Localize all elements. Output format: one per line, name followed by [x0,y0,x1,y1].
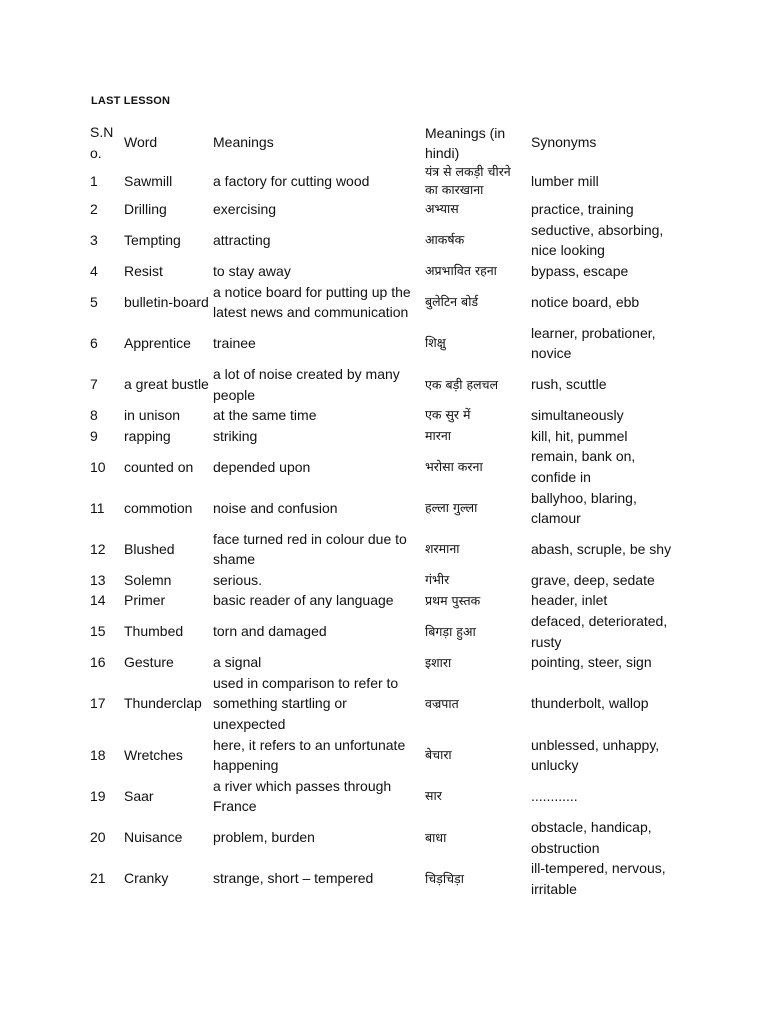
cell-sno: 4 [90,262,98,279]
cell-sno: 2 [90,201,98,218]
cell-synonyms: pointing, steer, sign [531,654,652,671]
cell-sno: 18 [90,746,106,763]
table-row [88,858,684,899]
cell-meaning: depended upon [213,458,311,475]
header-synonyms: Synonyms [531,134,597,151]
cell-synonyms: lumber mill [531,172,599,189]
cell-hindi-meaning: हल्ला गुल्ला [425,500,478,516]
cell-hindi-meaning: सार [425,788,442,804]
cell-hindi-meaning: यंत्र से लकड़ी चीरने का कारखाना [425,164,511,198]
table-row [88,426,684,447]
table-header-row [88,122,684,163]
cell-synonyms: ballyhoo, blaring, clamour [531,489,637,527]
cell-meaning: at the same time [213,407,317,424]
header-meanings-hindi: Meanings (in hindi) [425,124,506,161]
cell-synonyms: ill-tempered, nervous, irritable [531,860,666,897]
cell-meaning: striking [213,427,258,444]
page-title: LAST LESSON [91,95,171,107]
cell-sno: 13 [90,571,106,588]
cell-hindi-meaning: मारना [425,428,452,444]
cell-sno: 16 [90,654,106,671]
cell-sno: 9 [90,427,98,444]
cell-hindi-meaning: वज्रपात [425,695,459,711]
cell-meaning: face turned red in colour due to shame [213,530,407,568]
cell-meaning: trainee [213,335,256,352]
cell-hindi-meaning: शिक्षु [425,335,446,351]
cell-meaning: problem, burden [213,829,315,846]
cell-word: rapping [124,427,171,444]
cell-hindi-meaning: अभ्यास [425,201,459,217]
header-word: Word [124,134,158,151]
table-row [88,323,684,364]
table-row [88,199,684,220]
cell-word: Wretches [124,746,183,763]
cell-word: counted on [124,458,194,475]
cell-hindi-meaning: एक सुर में [425,407,471,423]
cell-sno: 5 [90,293,98,310]
header-meanings: Meanings [213,134,274,151]
header-sno: S.No. [90,124,114,161]
table-row [88,220,684,261]
cell-meaning: here, it refers to an unfortunate happening [213,736,406,774]
cell-synonyms: abash, scruple, be shy [531,540,672,557]
cell-sno: 17 [90,695,106,712]
table-row [88,261,684,282]
table-row [88,817,684,858]
table-row [88,163,684,199]
cell-sno: 11 [90,499,105,516]
cell-sno: 10 [90,458,106,475]
cell-hindi-meaning: अप्रभावित रहना [425,263,497,279]
cell-word: Blushed [124,540,175,557]
cell-word: Cranky [124,870,169,887]
cell-hindi-meaning: शरमाना [425,541,460,557]
cell-sno: 19 [90,788,106,805]
table-row [88,776,684,817]
cell-meaning: a factory for cutting wood [213,172,370,189]
table-row [88,652,684,673]
cell-hindi-meaning: बुलेटिन बोर्ड [425,294,479,310]
cell-meaning: a lot of noise created by many people [213,365,400,403]
table-row [88,570,684,591]
cell-word: in unison [124,407,181,424]
cell-synonyms: practice, training [531,201,634,218]
cell-sno: 3 [90,232,98,249]
cell-meaning: serious. [213,571,263,588]
cell-word: Primer [124,592,166,609]
cell-meaning: torn and damaged [213,623,327,640]
cell-word: a great bustle [124,376,209,393]
cell-synonyms: seductive, absorbing, nice looking [531,221,664,259]
table-row [88,364,684,405]
cell-synonyms: notice board, ebb [531,293,640,310]
cell-synonyms: unblessed, unhappy, unlucky [531,736,660,774]
cell-word: Nuisance [124,829,183,846]
cell-synonyms: rush, scuttle [531,376,607,393]
table-row [88,611,684,652]
cell-sno: 15 [90,623,106,640]
table-row [88,735,684,776]
cell-meaning: used in comparison to refer to something startling or unexpected [213,674,399,733]
table-row [88,673,684,735]
cell-synonyms: bypass, escape [531,262,629,279]
cell-meaning: strange, short – tempered [213,870,374,887]
cell-sno: 8 [90,407,98,424]
vocabulary-table [88,122,684,899]
cell-synonyms: simultaneously [531,407,624,424]
table-row [88,488,684,529]
cell-sno: 1 [90,172,98,189]
cell-meaning: a notice board for putting up the latest news and communication [213,283,411,321]
cell-word: Sawmill [124,172,173,189]
cell-word: commotion [124,499,193,516]
cell-hindi-meaning: चिड़चिड़ा [425,870,464,886]
cell-synonyms: kill, hit, pummel [531,427,628,444]
cell-hindi-meaning: इशारा [425,654,452,670]
table-row [88,529,684,570]
cell-meaning: noise and confusion [213,499,338,516]
cell-word: Apprentice [124,335,191,352]
cell-sno: 20 [90,829,106,846]
cell-meaning: basic reader of any language [213,592,394,609]
cell-synonyms: defaced, deteriorated, rusty [531,613,668,650]
cell-sno: 14 [90,592,106,609]
cell-word: Resist [124,262,163,279]
cell-word: Thumbed [124,623,184,640]
cell-synonyms: obstacle, handicap, obstruction [531,819,652,856]
table-row [88,590,684,611]
table-row [88,446,684,487]
cell-word: Thunderclap [124,695,202,712]
cell-word: Solemn [124,571,172,588]
cell-word: Tempting [124,232,181,249]
cell-word: Drilling [124,201,167,218]
cell-hindi-meaning: एक बड़ी हलचल [425,376,499,392]
table-row [88,405,684,426]
cell-hindi-meaning: भरोसा करना [425,458,483,474]
table-body [88,163,684,899]
cell-synonyms: thunderbolt, wallop [531,695,649,712]
cell-hindi-meaning: आकर्षक [425,232,465,248]
cell-meaning: a river which passes through France [213,777,392,815]
table-row [88,282,684,323]
cell-sno: 21 [90,870,106,887]
cell-word: bulletin-board [124,293,209,310]
cell-synonyms: header, inlet [531,592,608,609]
cell-synonyms: remain, bank on, confide in [531,448,636,485]
cell-sno: 6 [90,335,98,352]
cell-synonyms: ............ [531,788,578,805]
cell-sno: 7 [90,376,98,393]
cell-hindi-meaning: बिगड़ा हुआ [425,623,476,639]
cell-hindi-meaning: बेचारा [425,747,452,763]
cell-hindi-meaning: प्रथम पुस्तक [425,592,481,608]
cell-meaning: a signal [213,654,262,671]
cell-word: Gesture [124,654,174,671]
cell-meaning: attracting [213,232,271,249]
cell-synonyms: grave, deep, sedate [531,571,655,588]
cell-word: Saar [124,788,154,805]
cell-hindi-meaning: बाधा [425,829,447,845]
cell-sno: 12 [90,540,106,557]
cell-meaning: to stay away [213,262,291,279]
cell-hindi-meaning: गंभीर [425,572,450,588]
cell-synonyms: learner, probationer, novice [531,324,656,362]
cell-meaning: exercising [213,201,277,218]
